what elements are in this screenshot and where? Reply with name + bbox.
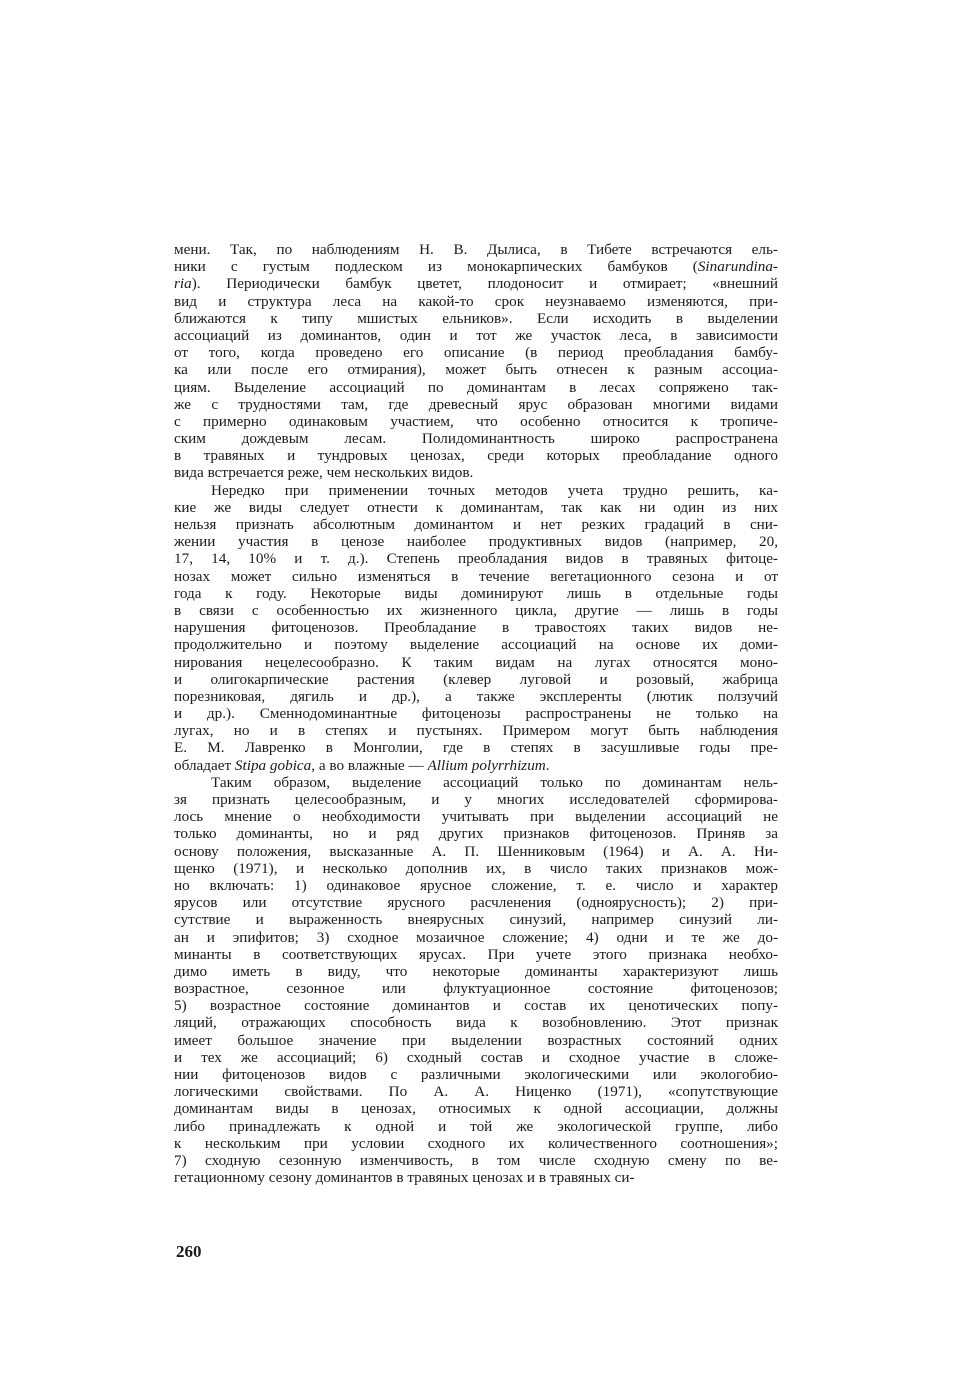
text-line: но включать: 1) одинаковое ярусное сложение, т. е. число и характер <box>174 876 778 894</box>
paragraph-2 <box>174 482 778 774</box>
text-line: вид и структура леса на какой-то срок неузнаваемо изменяются, при- <box>174 292 778 310</box>
text-line: Е. М. Лавренко в Монголии, где в степях в засушливые годы пре- <box>174 739 778 757</box>
text-line: и др.). Сменнодоминантные фитоценозы распространены не только на <box>174 705 778 723</box>
text-line: ближаются к типу мшистых ельников». Если исходить в выделении <box>174 309 778 327</box>
text-line: 17, 14, 10% и т. д.). Степень преобладания видов в травяных фитоце- <box>174 550 778 568</box>
text-line: только доминанты, но и ряд других признаков фитоценозов. Приняв за <box>174 825 778 843</box>
body-text <box>174 241 778 1186</box>
text-line: кие же виды следует отнести к доминантам, так как ни один из них <box>174 498 778 516</box>
text-line: нельзя признать абсолютным доминантом и нет резких градаций в сни- <box>174 516 778 533</box>
text-line: циям. Выделение ассоциаций по доминантам в лесах сопряжено так- <box>174 378 778 396</box>
text-line: щенко (1971), и несколько дополнив их, в число таких признаков мож- <box>174 859 778 877</box>
text-line: ассоциаций из доминантов, один и тот же участок леса, в зависимости <box>174 326 778 344</box>
text-line: ria). Периодически бамбук цветет, плодоносит и отмирает; «внешний <box>174 275 778 293</box>
text-line: нии фитоценозов видов с различными экологическими или экологобио- <box>174 1066 778 1083</box>
text-line: минанты в соответствующих ярусах. При учете этого признака необхо- <box>174 945 778 963</box>
text-line: жении участия в ценозе наиболее продуктивных видов (например, 20, <box>174 533 778 551</box>
text-line: и олигокарпические растения (клевер луговой и розовый, жабрица <box>174 670 778 688</box>
text-line: нарушения фитоценозов. Преобладание в травостоях таких видов не- <box>174 619 778 637</box>
text-line: зя признать целесообразным, и у многих исследователей сформирова- <box>174 791 778 808</box>
text-line: обладает Stipa gobica, а во влажные — Allium polyrrhizum. <box>174 756 550 774</box>
page-number: 260 <box>176 1242 202 1261</box>
text-line: вида встречается реже, чем нескольких видов. <box>174 464 474 482</box>
text-line: 7) сходную сезонную изменчивость, в том числе сходную смену по ве- <box>174 1151 778 1169</box>
text-line: продолжительно и поэтому выделение ассоциаций на основе их доми- <box>174 636 778 654</box>
paragraph-3 <box>174 774 778 1187</box>
text-line: к нескольким при условии сходного их количественного соотношения»; <box>174 1134 778 1152</box>
text-line: ляций, отражающих способность вида к возобновлению. Этот признак <box>174 1014 778 1032</box>
text-line: и тех же ассоциаций; 6) сходный состав и сходное участие в сложе- <box>174 1048 778 1066</box>
text-line: ники с густым подлеском из монокарпических бамбуков (Sinarundina- <box>174 258 778 276</box>
text-line: логическими свойствами. По А. А. Ниценко (1971), «сопутствующие <box>174 1083 778 1101</box>
text-line: имеет большое значение при выделении возрастных состояний одних <box>174 1031 778 1049</box>
text-line: 5) возрастное состояние доминантов и состав их ценотических попу- <box>174 997 778 1015</box>
text-line: Нередко при применении точных методов учета трудно решить, ка- <box>211 481 778 499</box>
text-line: мени. Так, по наблюдениям Н. В. Дылиса, в Тибете встречаются ель- <box>174 241 778 258</box>
text-line: лугах, но и в степях и пустынях. Примером могут быть наблюдения <box>174 722 778 740</box>
text-line: лось мнение о необходимости учитывать при выделении ассоциаций не <box>174 808 778 826</box>
text-line: с примерно одинаковым участием, что особенно относится к тропиче- <box>174 412 778 430</box>
text-line: сутствие и выраженность внеярусных синузий, например синузий ли- <box>174 911 778 929</box>
text-line: ярусов или отсутствие ярусного расчленения (одноярусность); 2) при- <box>174 894 778 912</box>
text-line: либо принадлежать к одной и той же экологической группе, либо <box>174 1117 778 1135</box>
text-line: нозах может сильно изменяться в течение вегетационного сезона и от <box>174 567 778 585</box>
text-line: димо иметь в виду, что некоторые доминанты характеризуют лишь <box>174 962 778 980</box>
text-line: гетационному сезону доминантов в травяных ценозах и в травяных си- <box>174 1169 635 1187</box>
text-line: доминантам виды в ценозах, относимых к одной ассоциации, должны <box>174 1100 778 1118</box>
text-line: возрастное, сезонное или флуктуационное состояние фитоценозов; <box>174 980 778 998</box>
text-line: в связи с особенностью их жизненного цикла, другие — лишь в годы <box>174 601 778 619</box>
text-line: ан и эпифитов; 3) сходное мозаичное сложение; 4) одни и те же до- <box>174 928 778 946</box>
text-line: в травяных и тундровых ценозах, среди которых преобладание одного <box>174 447 778 465</box>
text-line: же с трудностями там, где древесный ярус образован многими видами <box>174 395 778 413</box>
text-line: ским дождевым лесам. Полидоминантность широко распространена <box>174 430 778 448</box>
text-line: ка или после его отмирания), может быть отнесен к разным ассоциа- <box>174 361 778 379</box>
text-line: нирования нецелесообразно. К таким видам на лугах относятся моно- <box>174 653 778 671</box>
paragraph-1 <box>174 241 778 482</box>
text-line: порезниковая, дягиль и др.), а также эксплеренты (лютик ползучий <box>174 687 778 705</box>
text-line: основу положения, высказанные А. П. Шенниковым (1964) и А. А. Ни- <box>174 842 778 860</box>
text-line: Таким образом, выделение ассоциаций только по доминантам нель- <box>211 773 778 791</box>
text-line: от того, когда проведено его описание (в период преобладания бамбу- <box>174 344 778 362</box>
text-line: года к году. Некоторые виды доминируют лишь в отдельные годы <box>174 584 778 602</box>
